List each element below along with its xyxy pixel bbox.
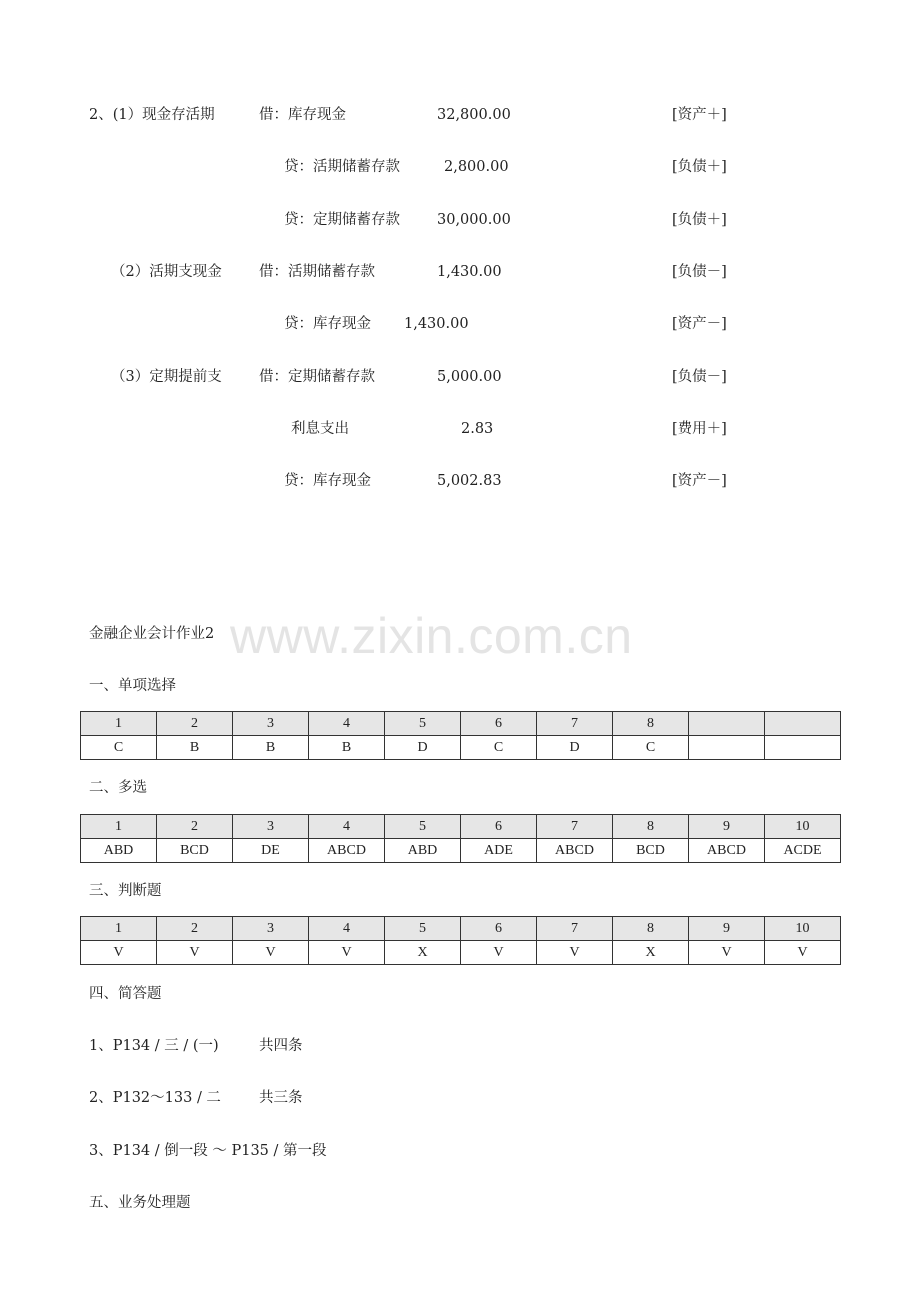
true-false-table (80, 916, 841, 965)
question-number: 3 (233, 815, 309, 839)
watermark: www.zixin.com.cn (230, 608, 633, 664)
answer-cell: D (537, 736, 613, 760)
answer-cell: B (157, 736, 233, 760)
question-number: 8 (613, 815, 689, 839)
answer-cell: D (385, 736, 461, 760)
section-heading-multi: 二、多选 (89, 780, 147, 796)
question-number (689, 712, 765, 736)
answer-cell: C (613, 736, 689, 760)
entry-amount: 1,430.00 (404, 316, 469, 332)
entry-tag: [费用＋] (672, 421, 727, 437)
entry-account: 借：活期储蓄存款 (259, 264, 375, 280)
entry-account: 利息支出 (291, 421, 349, 437)
multi-choice-table (80, 814, 841, 863)
question-number: 4 (309, 815, 385, 839)
page-title: 金融企业会计作业2 (89, 626, 215, 642)
section-heading-judge: 三、判断题 (89, 883, 162, 899)
question-number: 7 (537, 917, 613, 941)
question-number: 6 (461, 815, 537, 839)
short-answer-ref: 2、P132～133 / 二 (89, 1090, 221, 1106)
answer-cell: ADE (461, 839, 537, 863)
answer-cell: ABCD (309, 839, 385, 863)
entry-amount: 5,002.83 (437, 473, 502, 489)
question-number: 3 (233, 917, 309, 941)
answer-cell: V (689, 941, 765, 965)
entry-amount: 2,800.00 (444, 159, 509, 175)
answer-cell: V (233, 941, 309, 965)
entry-tag: [负债－] (672, 369, 727, 385)
question-number: 7 (537, 712, 613, 736)
answer-cell: B (233, 736, 309, 760)
question-number: 9 (689, 815, 765, 839)
section-heading-short: 四、简答题 (89, 986, 162, 1002)
answer-cell: V (765, 941, 841, 965)
entry-account: 贷：库存现金 (284, 473, 371, 489)
entry-label: 2、(1）现金存活期 (89, 107, 215, 123)
entry-amount: 30,000.00 (437, 212, 511, 228)
question-number: 5 (385, 815, 461, 839)
entry-amount: 1,430.00 (437, 264, 502, 280)
answer-cell: V (309, 941, 385, 965)
answer-cell: DE (233, 839, 309, 863)
entry-account: 借：定期储蓄存款 (259, 369, 375, 385)
answer-cell: V (537, 941, 613, 965)
question-number: 4 (309, 712, 385, 736)
answer-cell: ACDE (765, 839, 841, 863)
question-number: 6 (461, 712, 537, 736)
entry-amount: 32,800.00 (437, 107, 511, 123)
question-number: 5 (385, 712, 461, 736)
entry-amount: 5,000.00 (437, 369, 502, 385)
answer-cell: ABCD (537, 839, 613, 863)
answer-cell: ABD (81, 839, 157, 863)
answer-cell: V (157, 941, 233, 965)
section-heading-business: 五、业务处理题 (89, 1195, 191, 1211)
question-number: 8 (613, 917, 689, 941)
entry-account: 借：库存现金 (259, 107, 346, 123)
entry-tag: [资产－] (672, 316, 727, 332)
question-number: 2 (157, 815, 233, 839)
answer-cell (765, 736, 841, 760)
question-number: 8 (613, 712, 689, 736)
question-number: 5 (385, 917, 461, 941)
answer-cell: ABCD (689, 839, 765, 863)
question-number: 3 (233, 712, 309, 736)
question-number: 7 (537, 815, 613, 839)
short-answer-ref: 1、P134 / 三 / (一) (89, 1038, 219, 1054)
question-number (765, 712, 841, 736)
question-number: 6 (461, 917, 537, 941)
entry-label: （3）定期提前支 (111, 369, 222, 385)
answer-cell: V (461, 941, 537, 965)
short-answer-ref: 3、P134 / 倒一段 ～ P135 / 第一段 (89, 1143, 327, 1159)
question-number: 4 (309, 917, 385, 941)
entry-tag: [负债＋] (672, 212, 727, 228)
entry-account: 贷：定期储蓄存款 (284, 212, 400, 228)
question-number: 1 (81, 712, 157, 736)
answer-cell: BCD (157, 839, 233, 863)
entry-account: 贷：活期储蓄存款 (284, 159, 400, 175)
entry-tag: [负债＋] (672, 159, 727, 175)
entry-tag: [资产－] (672, 473, 727, 489)
question-number: 1 (81, 917, 157, 941)
entry-amount: 2.83 (461, 421, 494, 437)
single-choice-table (80, 711, 841, 760)
entry-tag: [资产＋] (672, 107, 727, 123)
answer-cell (689, 736, 765, 760)
answer-cell: X (385, 941, 461, 965)
question-number: 10 (765, 815, 841, 839)
answer-cell: B (309, 736, 385, 760)
short-answer-note: 共四条 (259, 1038, 303, 1054)
question-number: 1 (81, 815, 157, 839)
answer-cell: X (613, 941, 689, 965)
section-heading-single: 一、单项选择 (89, 678, 176, 694)
question-number: 2 (157, 712, 233, 736)
question-number: 9 (689, 917, 765, 941)
answer-cell: C (461, 736, 537, 760)
question-number: 10 (765, 917, 841, 941)
answer-cell: ABD (385, 839, 461, 863)
answer-cell: V (81, 941, 157, 965)
entry-tag: [负债－] (672, 264, 727, 280)
entry-label: （2）活期支现金 (111, 264, 222, 280)
answer-cell: C (81, 736, 157, 760)
entry-account: 贷：库存现金 (284, 316, 371, 332)
answer-cell: BCD (613, 839, 689, 863)
question-number: 2 (157, 917, 233, 941)
short-answer-note: 共三条 (259, 1090, 303, 1106)
